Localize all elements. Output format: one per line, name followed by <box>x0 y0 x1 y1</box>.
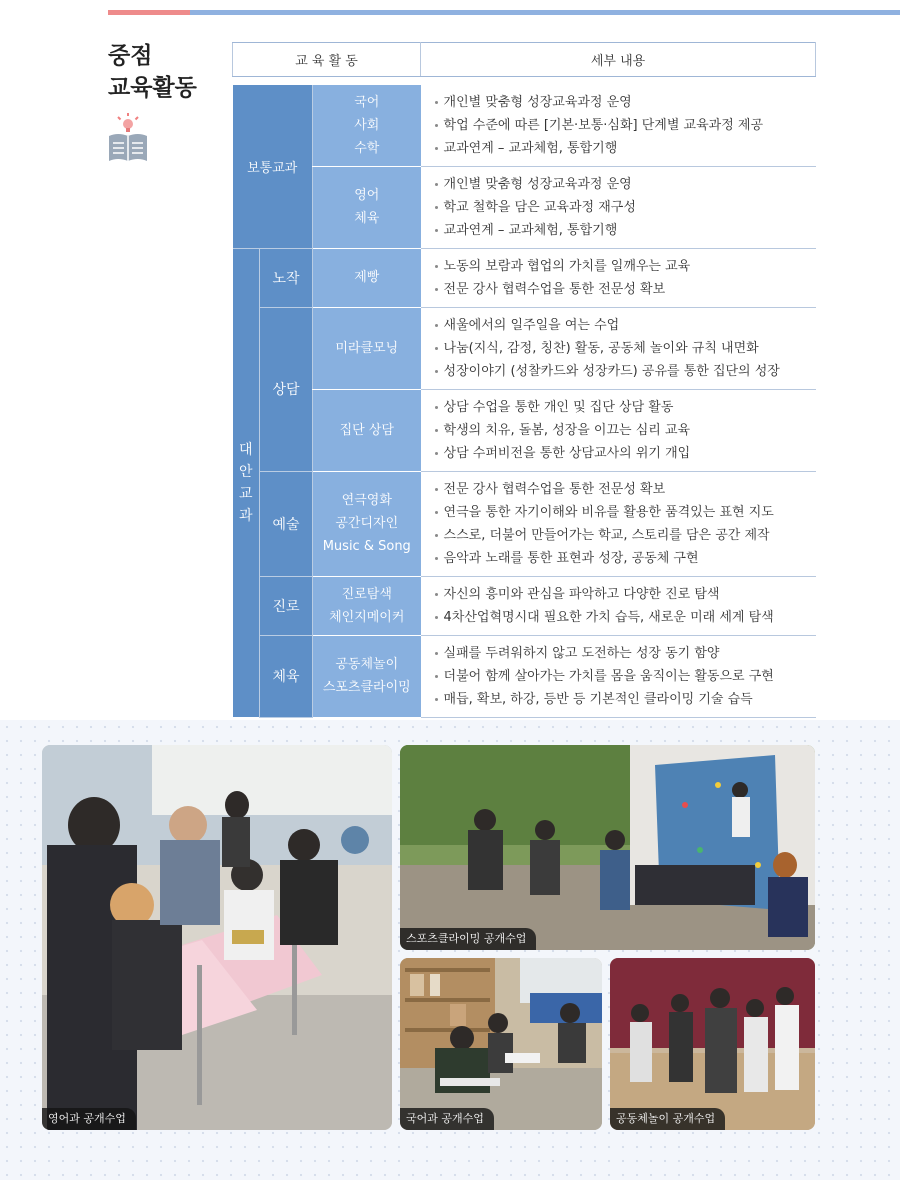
photo-korean-class <box>400 958 602 1130</box>
subject-label: 미라클모닝 <box>335 340 399 356</box>
subject-label: 집단 상담 <box>339 422 394 438</box>
photo-image <box>400 958 602 1130</box>
table-row <box>233 307 816 389</box>
table-row <box>233 166 816 248</box>
subject-label: 진로탐색 <box>341 586 392 602</box>
detail-item: 학생의 치유, 돌봄, 성장을 이끄는 심리 교육 <box>435 419 816 442</box>
subject-label: 제빵 <box>354 270 380 285</box>
detail-item: 매듭, 확보, 하강, 등반 등 기본적인 클라이밍 기술 습득 <box>435 688 816 711</box>
detail-item: 연극을 통한 자기이해와 비유를 활용한 품격있는 표현 지도 <box>435 501 816 524</box>
photo-sports-climbing <box>400 745 815 950</box>
subject-label: 공동체놀이 <box>335 657 399 672</box>
photo-caption: 공동체놀이 공개수업 <box>610 1108 725 1130</box>
table-row <box>233 85 816 167</box>
detail-item: 나눔(지식, 감정, 칭찬) 활동, 공동체 놀이와 규칙 내면화 <box>435 337 816 360</box>
vertical-label-char: 안 <box>238 463 253 480</box>
category-cell: 진로 <box>260 576 313 635</box>
section-title-line: 중점 <box>108 43 153 69</box>
section-title-line: 교육활동 <box>108 75 197 101</box>
photo-image <box>42 745 392 1130</box>
subject-cell <box>313 576 421 635</box>
detail-cell <box>421 635 816 717</box>
detail-item: 스스로, 더불어 만들어가는 학교, 스토리를 담은 공간 제작 <box>435 524 816 547</box>
vertical-label-char: 대 <box>238 441 253 458</box>
header-details: 세부 내용 <box>421 43 816 77</box>
subject-label: 사회 <box>354 117 380 133</box>
detail-cell <box>421 389 816 471</box>
table-row <box>233 635 816 717</box>
subject-label: 스포츠클라이밍 <box>322 680 411 695</box>
detail-item: 개인별 맞춤형 성장교육과정 운영 <box>435 91 816 114</box>
detail-item: 학교 철학을 담은 교육과정 재구성 <box>435 196 816 219</box>
section-title <box>108 40 197 104</box>
table-row <box>233 389 816 471</box>
detail-item: 음악과 노래를 통한 표현과 성장, 공동체 구현 <box>435 547 816 570</box>
subject-label: 공간디자인 <box>335 516 399 531</box>
detail-item: 학업 수준에 따른 [기본·보통·심화] 단계별 교육과정 제공 <box>435 114 816 137</box>
education-activities-table <box>232 42 816 718</box>
subject-cell <box>313 85 421 167</box>
detail-item: 상담 수퍼비전을 통한 상담교사의 위기 개입 <box>435 442 816 465</box>
subject-cell <box>313 471 421 576</box>
subject-label: 체인지메이커 <box>329 609 405 625</box>
vertical-label-char: 교 <box>238 485 253 502</box>
subject-label: 영어 <box>354 188 380 203</box>
photo-community-play <box>610 958 815 1130</box>
subject-cell <box>313 307 421 389</box>
header-activity: 교 육 활 동 <box>233 43 421 77</box>
photo-image <box>610 958 815 1130</box>
category-cell: 노작 <box>260 248 313 307</box>
detail-item: 교과연계 – 교과체험, 통합기행 <box>435 219 816 242</box>
subject-label: Music & Song <box>322 539 411 554</box>
detail-item: 전문 강사 협력수업을 통한 전문성 확보 <box>435 278 816 301</box>
detail-item: 상담 수업을 통한 개인 및 집단 상담 활동 <box>435 396 816 419</box>
detail-item: 더불어 함께 살아가는 가치를 몸을 움직이는 활동으로 구현 <box>435 665 816 688</box>
detail-cell <box>421 166 816 248</box>
category-cell: 체육 <box>260 635 313 717</box>
detail-cell <box>421 576 816 635</box>
category-cell: 예술 <box>260 471 313 576</box>
category-cell: 상담 <box>260 307 313 471</box>
category-alternative <box>233 248 260 717</box>
detail-cell <box>421 471 816 576</box>
subject-label: 수학 <box>354 140 380 156</box>
detail-item: 새울에서의 일주일을 여는 수업 <box>435 314 816 337</box>
subject-label: 체육 <box>354 211 380 226</box>
detail-cell <box>421 85 816 167</box>
vertical-label-char: 과 <box>238 507 253 524</box>
table-header-row <box>233 43 816 77</box>
detail-item: 교과연계 – 교과체험, 통합기행 <box>435 137 816 160</box>
detail-item: 노동의 보람과 협업의 가치를 일깨우는 교육 <box>435 255 816 278</box>
photo-caption: 스포츠클라이밍 공개수업 <box>400 928 536 950</box>
subject-cell <box>313 635 421 717</box>
accent-bar-blue <box>190 10 900 15</box>
detail-item: 개인별 맞춤형 성장교육과정 운영 <box>435 173 816 196</box>
table-row <box>233 576 816 635</box>
subject-cell <box>313 248 421 307</box>
category-general: 보통교과 <box>233 85 313 249</box>
photo-image <box>400 745 815 950</box>
detail-cell <box>421 307 816 389</box>
photo-caption: 영어과 공개수업 <box>42 1108 136 1130</box>
top-accent-bar <box>108 10 900 15</box>
table-row <box>233 248 816 307</box>
detail-item: 전문 강사 협력수업을 통한 전문성 확보 <box>435 478 816 501</box>
book-lightbulb-icon <box>108 112 148 162</box>
detail-item: 자신의 흥미와 관심을 파악하고 다양한 진로 탐색 <box>435 583 816 606</box>
table-row <box>233 471 816 576</box>
detail-item: 성장이야기 (성찰카드와 성장카드) 공유를 통한 집단의 성장 <box>435 360 816 383</box>
subject-label: 국어 <box>354 94 380 110</box>
subject-cell <box>313 389 421 471</box>
detail-item: 실패를 두려워하지 않고 도전하는 성장 동기 함양 <box>435 642 816 665</box>
photo-gallery <box>0 720 900 1180</box>
detail-cell <box>421 248 816 307</box>
photo-english-class <box>42 745 392 1130</box>
accent-bar-pink <box>108 10 190 15</box>
subject-cell <box>313 166 421 248</box>
detail-item: 4차산업혁명시대 필요한 가치 습득, 새로운 미래 세계 탐색 <box>435 606 816 629</box>
subject-label: 연극영화 <box>341 493 392 508</box>
photo-caption: 국어과 공개수업 <box>400 1108 494 1130</box>
